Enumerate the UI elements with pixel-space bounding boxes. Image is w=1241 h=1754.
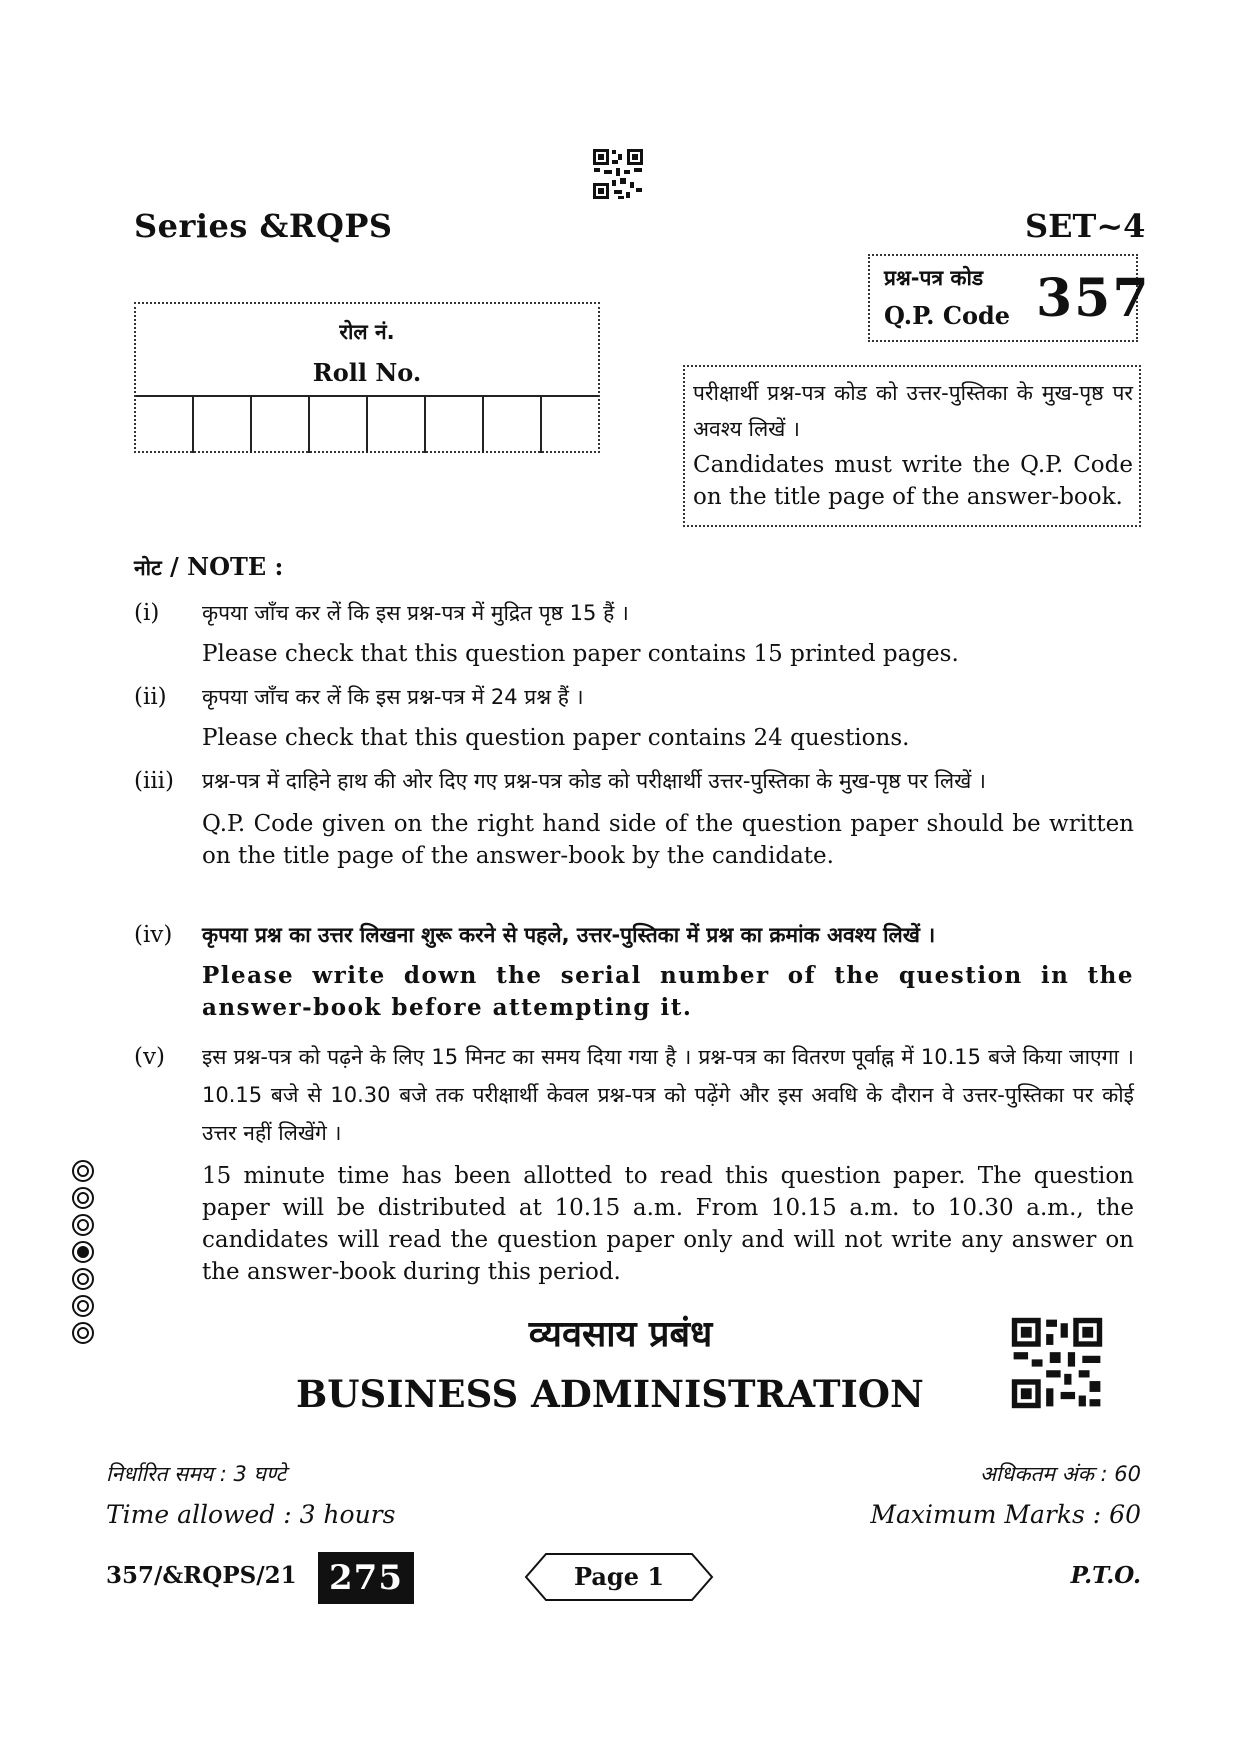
top-qr-code-icon [592,148,644,200]
roll-cell [136,397,194,453]
roll-cell [368,397,426,453]
time-allowed: Time allowed : 3 hours [106,1500,396,1529]
note-item-english: Please write down the serial number of the question in the answer-book before attempting it. [202,962,1134,1021]
note-item-number: (ii) [134,684,167,710]
note-heading-separator: / [161,552,188,581]
note-item-english: 15 minute time has been allotted to read this question paper. The question paper will be distributed at 10.15 a.m. From 10.15 a.m. to 10.30 a.m., the candidates will read the question paper only and will not write any answer on the answer-book during this period. [202,1163,1134,1285]
series-label: Series &RQPS [134,207,393,245]
roll-cell [252,397,310,453]
roll-number-cells [136,395,598,453]
note-item-number: (i) [134,600,160,626]
subject-title-hindi: व्यवसाय प्रबंध [528,1314,713,1355]
ring-marker-icon [72,1214,94,1236]
qp-code-number: 357 [1036,268,1151,329]
note-heading [134,552,283,582]
roll-label-hindi: रोल नं. [339,320,395,344]
roll-cell [484,397,542,453]
subject-title: BUSINESS ADMINISTRATION [296,1372,924,1416]
note-item-hindi: कृपया जाँच कर लें कि इस प्रश्न-पत्र में 24 प्रश्न हैं । [202,685,584,709]
subject-qr-code-icon [1010,1316,1104,1410]
roll-cell [426,397,484,453]
qp-code-label: Q.P. Code [884,301,1011,330]
please-turn-over: P.T.O. [1070,1562,1141,1589]
note-item-number: (v) [134,1044,165,1070]
ring-marker-icon [72,1187,94,1209]
note-item [202,678,1134,754]
qp-code-box [868,254,1151,342]
qp-code-label-hindi: प्रश्न-पत्र कोड [884,266,984,290]
time-allowed-hindi: निर्धारित समय : 3 घण्टे [106,1462,287,1486]
maximum-marks-hindi: अधिकतम अंक : 60 [979,1462,1141,1486]
note-item-number: (iii) [134,768,175,794]
roll-number-box [134,302,600,453]
roll-label: Roll No. [312,358,422,387]
note-item [202,594,1134,670]
filled-ring-marker-icon [72,1241,94,1263]
note-item-number: (iv) [134,922,173,948]
candidate-instruction-box [683,365,1141,527]
roll-cell [194,397,252,453]
note-item-english: Please check that this question paper contains 15 printed pages. [202,641,959,667]
page-number: Page 1 [573,1562,665,1591]
note-heading-hindi: नोट [134,556,162,580]
ring-marker-icon [72,1268,94,1290]
note-item-hindi: प्रश्न-पत्र में दाहिने हाथ की ओर दिए गए प्रश्न-पत्र कोड को परीक्षार्थी उत्तर-पुस्तिका के मुख-पृष्ठ पर लिखें । [202,769,986,793]
note-item [202,762,1134,872]
roll-cell [542,397,598,453]
note-item-english: Please check that this question paper contains 24 questions. [202,725,910,751]
candidate-instruction-hindi: परीक्षार्थी प्रश्न-पत्र कोड को उत्तर-पुस्तिका के मुख-पृष्ठ पर अवश्य लिखें । [693,381,1133,441]
note-item [202,1038,1134,1288]
ring-marker-icon [72,1160,94,1182]
set-label: SET~4 [1025,207,1146,245]
paper-number-badge: 275 [318,1552,414,1604]
maximum-marks: Maximum Marks : 60 [870,1500,1141,1529]
candidate-instruction: Candidates must write the Q.P. Code on the title page of the answer-book. [693,452,1133,510]
note-item [202,916,1134,1024]
note-item-hindi: इस प्रश्न-पत्र को पढ़ने के लिए 15 मिनट का समय दिया गया है । प्रश्न-पत्र का वितरण पूर्वाह्न में 10.15 बजे किया जाएगा । 10.15 बजे से 10.30 बजे तक परीक्षार्थी केवल प्रश्न-पत्र को पढ़ेंगे और इस अवधि के दौरान वे उत्तर-पुस्तिका पर कोई उत्तर नहीं लिखेंगे । [202,1045,1134,1145]
roll-cell [310,397,368,453]
note-item-hindi: कृपया जाँच कर लें कि इस प्रश्न-पत्र में मुद्रित पृष्ठ 15 हैं । [202,601,629,625]
note-heading-english: NOTE : [187,552,284,581]
note-item-hindi: कृपया प्रश्न का उत्तर लिखना शुरू करने से पहले, उत्तर-पुस्तिका में प्रश्न का क्रमांक अवश्य लिखें । [202,923,936,947]
paper-code: 357/&RQPS/21 [106,1562,297,1589]
note-item-english: Q.P. Code given on the right hand side of the question paper should be written on the title page of the answer-book by the candidate. [202,811,1134,869]
